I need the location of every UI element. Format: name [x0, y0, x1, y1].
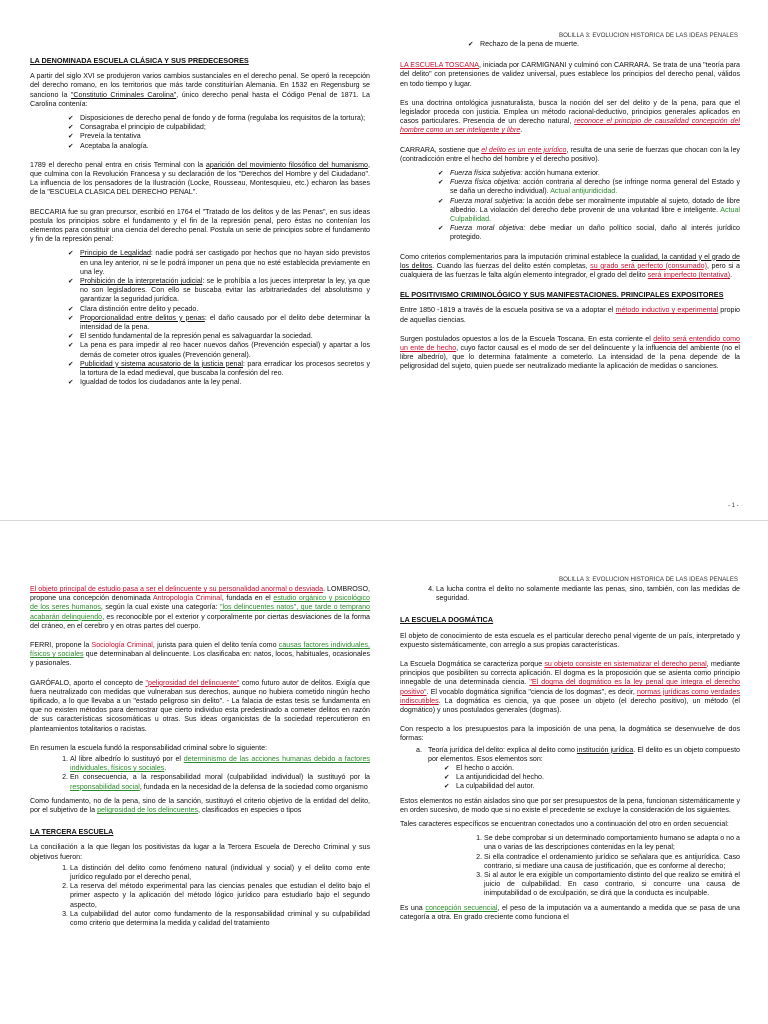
- teoria-juridica-item: a. Teoría jurídica del delito: explica al delito como institución jurídica. El delito es un objeto compuesto por elementos. Esos elementos son:: [416, 745, 740, 763]
- rechazo-list: [400, 40, 740, 49]
- page2-right-column: [400, 585, 740, 927]
- list-item: ✔ Fuerza moral subjetiva: la acción debe ser moralmente imputable al sujeto, dotado de libre albedrio. La violación del derecho debe provenir de una voluntad libre e inteligente. Actual Culpabilidad.: [450, 197, 740, 225]
- page1-left-column: [30, 50, 370, 393]
- section-heading-positivismo: EL POSITIVISMO CRIMINOLÓGICO Y SUS MANIFESTACIONES. PRINCIPALES EXPOSITORES: [400, 290, 724, 300]
- escuela-toscana-term: LA ESCUELA TOSCANA: [400, 61, 480, 70]
- paragraph: LA ESCUELA TOSCANA, iniciada por CARMIGNANI y culminó con CARRARA. Se trata de una "teoría para del delito" con pretensiones de validez universal, pues establece los principios del derecho penal, válidos en todo tiempo y lugar.: [400, 61, 740, 88]
- list-item: 3. Si al autor le era exigible un comportamiento distinto del que realizo se emitirá el juicio de culpabilidad. En caso contrario, si concurre una causa de inimputabilidad o de exculpación, se dirá que la conducta es inculpable.: [484, 871, 740, 899]
- list-item: ✔ Aceptaba la analogía.: [80, 142, 370, 151]
- list-item: ✔ El sentido fundamental de la represión penal es salvaguardar la sociedad.: [80, 332, 370, 341]
- list-item: 2. En consecuencia, a la responsabilidad moral (culpabilidad individual) la sustituyó por la responsabilidad social, fundada en la necesidad de la defensa de la sociedad como organismo: [70, 773, 370, 791]
- list-item: ✔ Publicidad y sistema acusatorio de la justicia penal: para erradicar los procesos secretos y la tortura de la edad medieval, que buscaba la confesión del reo.: [80, 360, 370, 378]
- paragraph: A partir del siglo XVI se produjeron varios cambios sustanciales en el derecho penal. Se operó la recepción del derecho romano, en los territorios que más tarde constituirían Alemania. En 1532 en Regensburg se sanciono la "Constitutio Criminales Carolina", único derecho penal hasta el Código Penal de 1871. La Carolina contenía:: [30, 72, 370, 108]
- page-header: BOLILLA 3: EVOLUCION HISTORICA DE LAS IDEAS PENALES: [558, 32, 738, 39]
- tercera-escuela-objectives: [30, 864, 370, 928]
- list-item: ✔ Prohibición de la interpretación judicial: se le prohíbía a los jueces interpretar la ley, ya que no son legisladores. Con ello se buscaba evitar las arbitrariedades del absolutismo y garantizar la seguridad jurídica.: [80, 277, 370, 305]
- list-item: ✔ Rechazo de la pena de muerte.: [480, 40, 740, 49]
- list-item: ✔ Fuerza moral objetiva: debe mediar un daño político social, daño al interés jurídico protegido.: [450, 224, 740, 242]
- page-separator: [0, 520, 768, 575]
- list-item: ✔ Proporcionalidad entre delitos y penas: el daño causado por el delito debe determinar la intensidad de la pena.: [80, 314, 370, 332]
- responsabilidad-list: [30, 755, 370, 792]
- list-item: 2. Si ella contradice el ordenamiento jurídico se señalara que es antijurídica. Caso contrario, si mediare una causa de justificación, que es conforme al derecho;: [484, 853, 740, 871]
- beccaria-principles-list: [30, 249, 370, 387]
- paragraph: GARÓFALO, aporto el concepto de "peligrosidad del delincuente" como futuro autor de delitos. Exigía que fuera neutralizado con medidas que vulneraban sus derechos, aunque no hubiera cometido ningún hecho tipificado, a lo que llevaba a un "estado peligroso sin delito". - La falacia de estas tesis se fundamenta en que no existen métodos para demostrar que cierto individuo esta predestinado a cometer delitos en razón de sus características sicosomáticas u otras. Sus ideas organicistas de la sociedad repercutieron en planteamientos totalitarios o racistas.: [30, 678, 370, 733]
- list-item: 1. Se debe comprobar si un determinado comportamiento humano se adapta o no a una o varias de las descripciones contenidas en la ley penal;: [484, 834, 740, 852]
- paragraph: 1789 el derecho penal entra en crisis Terminal con la aparición del movimiento filosófico del humanismo, que culmina con la Revolución Francesa y su declaración de los "Derechos del Hombre y del Ciudadano". La influencia de los pensadores de la Ilustración (Locke, Rousseau, Montesquieu, etc.) echaron las bases de la "ESCUELA CLASICA DEL DERECHO PENAL".: [30, 160, 370, 197]
- list-item: ✔ Principio de Legalidad: nadie podrá ser castigado por hechos que no hayan sido previstos en una ley anterior, ni se le podrá imponer un pena que no esté establecida previamente en una ley.: [80, 249, 370, 277]
- paragraph: La Escuela Dogmática se caracteriza porque su objeto consiste en sistematizar el derecho penal, mediante principios que posibiliten su correcta aplicación. El dogma es la proposición que se asienta como principio innegable de una determinada ciencia. "El dogma del dogmático es la ley penal que integra el derecho positivo". El vocablo dogmática significa "ciencia de los dogmas", es decir, normas jurídicas como verdades indiscutibles. La dogmática es ciencia, ya que posee un objeto (el derecho positivo), un método (el dogmático) y unos postulados generales (dogmas).: [400, 660, 740, 715]
- paragraph: Entre 1850 -1819 a través de la escuela positiva se va a adoptar el método inductivo y experimental propio de aquellas ciencias.: [400, 306, 740, 324]
- paragraph: Es una doctrina ontológica jusnaturalista, busca la noción del ser del delito y de la pena, para que el legislador proceda con justicia. Emplea un método racional-deductivo, principios generales aplicados en casos particulares. Presencia de un derecho natural, reconoce el principio de causalidad concepción del hombre como un ser inteligente y libre.: [400, 98, 740, 135]
- list-item: ✔ Fuerza física objetiva: acción contraria al derecho (se infringe norma general del Estado y se daña un derecho individual). Actual antijuridicidad.: [450, 178, 740, 196]
- list-item: 3. La culpabilidad del autor como fundamento de la responsabilidad criminal y su culpabilidad como criterio que determina la medida y calidad del tratamiento: [70, 910, 370, 928]
- list-item: ✔ Preveía la tentativa: [80, 132, 370, 141]
- list-item: ✔ Consagraba el principio de culpabilidad;: [80, 123, 370, 132]
- section-heading-tercera-escuela: LA TERCERA ESCUELA: [30, 827, 114, 837]
- tercera-escuela-objectives-cont: [400, 585, 740, 603]
- paragraph: Como fundamento, no de la pena, sino de la sanción, sustituyó el criterio objetivo de la entidad del delito, por el subjetivo de la peligrosidad de los delincuentes, clasificados en especies o tipos: [30, 796, 370, 815]
- paragraph: Es una concepción secuencial, el peso de la imputación va a aumentando a medida que se pasa de una categoría a otra. En grado creciente como funciona el: [400, 903, 740, 921]
- paragraph: Como criterios complementarios para la imputación criminal establece la cualidad, la cantidad y el grado de los delitos. Cuando las fuerzas del delito estén completas, su grado será perfecto (consumado), pero si a cualquiera de las fuerzas le falta algún elemento integrador, el grado del delito será imperfecto (tentativa).: [400, 252, 740, 280]
- paragraph: La conciliación a la que llegan los positivistas da lugar a la Tercera Escuela de Derecho Criminal y sus objetivos fueron:: [30, 843, 370, 861]
- elementos-list: [400, 764, 740, 792]
- list-item: 1. La distinción del delito como fenómeno natural (individual y social) y el delito como ente jurídico regulado por el derecho penal,: [70, 864, 370, 882]
- list-item: ✔ Igualdad de todos los ciudadanos ante la ley penal.: [80, 378, 370, 387]
- page2-left-column: [30, 585, 370, 933]
- paragraph: BECCARIA fue su gran precursor, escribió en 1764 el "Tratado de los delitos y de las Penas", en sus ideas postula los principios sobre el fundamento y el fin de la represión penal, pero éstas no contenían los elementos para constituir una ciencia del derecho penal. Postula un serie de principios sobre el fundamento y fin de la represión penal:: [30, 207, 370, 244]
- list-item: ✔ La antijuridicidad del hecho.: [456, 773, 740, 782]
- list-item: ✔ El hecho o acción.: [456, 764, 740, 773]
- paragraph: Estos elementos no están aislados sino que por ser presupuestos de la pena, funcionan sistemáticamente y en orden sucesivo, de modo que si no existe el precedente se excluye la consideración de los siguientes.: [400, 796, 740, 814]
- paragraph: Con respecto a los presupuestos para la imposición de una pena, la dogmática se desenvuelve de dos formas:: [400, 725, 740, 743]
- page-header: BOLILLA 3: EVOLUCION HISTORICA DE LAS IDEAS PENALES: [558, 576, 738, 583]
- secuencia-list: [400, 834, 740, 898]
- list-item: ✔ La pena es para impedir al reo hacer nuevos daños (Prevención especial) y apartar a los demás de cometer otros iguales (Prevención general).: [80, 341, 370, 359]
- carolina-link: "Constitutio Criminales Carolina": [70, 90, 177, 99]
- list-item: 2. La reserva del método experimental para las ciencias penales que estudian el delito bajo el primer aspecto y la aplicación del método lógico jurídico para estudiarlo bajo el segundo aspecto,: [70, 882, 370, 910]
- list-item: ✔ La culpabilidad del autor.: [456, 782, 740, 791]
- section-heading-escuela-dogmatica: LA ESCUELA DOGMÁTICA: [400, 615, 494, 625]
- page-number: - 1 -: [728, 503, 739, 509]
- paragraph: El objeto de conocimiento de esta escuela es el particular derecho penal vigente de un país, interpretado y expuesto sistemáticamente, con arreglo a sus propias características.: [400, 631, 740, 649]
- list-item: ✔ Clara distinción entre delito y pecado.: [80, 305, 370, 314]
- paragraph: Tales caracteres específicos se encuentran conectados uno a continuación del otro en orden secuencial:: [400, 820, 729, 829]
- list-item: ✔ Disposiciones de derecho penal de fondo y de forma (regulaba los requisitos de la tortura);: [80, 114, 370, 123]
- page1-right-column: [400, 40, 740, 377]
- paragraph: En resumen la escuela fundó la responsabilidad criminal sobre lo siguiente:: [30, 743, 267, 752]
- paragraph: Surgen postulados opuestos a los de la Escuela Toscana. En esta corriente el delito será entendido como un ente de hecho, cuyo factor causal es el modo de ser del delincuente y la influencia del ambiente (no el libre albedrío), que lo determina fatalmente a cometerlo. La intensidad de la pena depende de la peligrosidad del sujeto, quien puede ser neutralizado mediante la aplicación de medidas o sanciones.: [400, 334, 740, 371]
- page-2: [0, 573, 768, 1024]
- fuerzas-list: [400, 169, 740, 243]
- list-item: 1. Al libre albedrío lo sustituyó por el determinismo de las acciones humanas debido a factores individuales, físicos y sociales.: [70, 755, 370, 773]
- section-heading-escuela-clasica: LA DENOMINADA ESCUELA CLÁSICA Y SUS PREDECESORES: [30, 56, 249, 65]
- list-item: ✔ Fuerza física subjetiva: acción humana exterior.: [450, 169, 740, 178]
- paragraph: CARRARA, sostiene que el delito es un ente jurídico, resulta de una serie de fuerzas que chocan con la ley (contradicción entre el hecho del hombre y el derecho positivo).: [400, 145, 740, 163]
- list-item: 4. La lucha contra el delito no solamente mediante las penas, sino, también, con las medidas de seguridad.: [436, 585, 740, 603]
- paragraph: FERRI, propone la Sociología Criminal, jurista para quien el delito tenía como causas factores individuales, físicos y sociales que determinaban al delincuente. Los clasificaba en: natos, locos, habituales, ocasionales y pasionales.: [30, 641, 370, 668]
- carolina-list: [30, 114, 370, 151]
- paragraph: El objeto principal de estudio pasa a ser el delincuente y su personalidad anormal o desviada. LOMBROSO, propone una concepción denominada Antropología Criminal, fundada en el estudio orgánico y psicológico de los seres humanos, según la cual existe una categoría: "los delincuentes natos", que tarde o temprano acabarán delinquiendo, es reconocible por el exterior y corporalmente por ciertas desviaciones de la forma del cráneo, en el cerebro y en otras partes del cuerpo.: [30, 585, 371, 630]
